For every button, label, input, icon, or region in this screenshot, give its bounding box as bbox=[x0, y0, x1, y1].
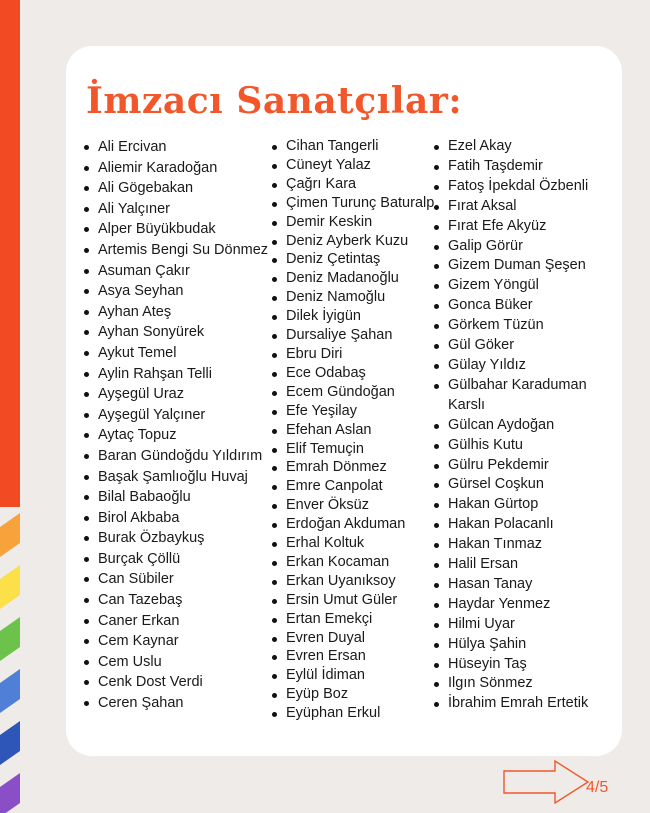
artist-name: İbrahim Emrah Ertetik bbox=[432, 694, 618, 714]
artist-name: Gizem Yöngül bbox=[432, 276, 618, 296]
artist-name: Gülhis Kutu bbox=[432, 436, 618, 456]
page-indicator: 4/5 bbox=[586, 779, 609, 796]
artist-name: Cem Kaynar bbox=[82, 631, 272, 652]
artist-name: Efehan Aslan bbox=[270, 421, 440, 440]
artist-name: Can Sübiler bbox=[82, 569, 272, 590]
artist-name: Başak Şamlıoğlu Huvaj bbox=[82, 467, 272, 488]
artist-name: Alper Büyükbudak bbox=[82, 219, 272, 240]
artist-name: Hüseyin Taş bbox=[432, 655, 618, 675]
stripe-blue-band bbox=[0, 655, 20, 727]
artist-name: Burçak Çöllü bbox=[82, 549, 272, 570]
stripe-yellow-band bbox=[0, 551, 20, 623]
artist-name: Can Tazebaş bbox=[82, 590, 272, 611]
artist-name: Ali Yalçıner bbox=[82, 199, 272, 220]
artist-name: Gülru Pekdemir bbox=[432, 456, 618, 476]
artist-name: Deniz Madanoğlu bbox=[270, 269, 440, 288]
stripe-red-band bbox=[0, 0, 20, 507]
stripe-green-band bbox=[0, 603, 20, 675]
artist-name: Gülay Yıldız bbox=[432, 356, 618, 376]
artist-name: Hülya Şahin bbox=[432, 635, 618, 655]
artist-name: Hilmi Uyar bbox=[432, 615, 618, 635]
artist-name: Hakan Polacanlı bbox=[432, 515, 618, 535]
artist-name: Ayhan Ateş bbox=[82, 302, 272, 323]
artist-name: Dursaliye Şahan bbox=[270, 326, 440, 345]
artist-name: Fatih Taşdemir bbox=[432, 157, 618, 177]
artist-name: Ezel Akay bbox=[432, 137, 618, 157]
artist-name: Evren Duyal bbox=[270, 629, 440, 648]
artist-name: Gonca Büker bbox=[432, 296, 618, 316]
artist-name: Efe Yeşilay bbox=[270, 402, 440, 421]
artist-name: Asya Seyhan bbox=[82, 281, 272, 302]
artist-name: Erhal Koltuk bbox=[270, 534, 440, 553]
artist-name: Emrah Dönmez bbox=[270, 458, 440, 477]
artist-name: Eyüp Boz bbox=[270, 685, 440, 704]
artist-name: Evren Ersan bbox=[270, 647, 440, 666]
artist-name: Hakan Gürtop bbox=[432, 495, 618, 515]
artist-name: Eylül İdiman bbox=[270, 666, 440, 685]
artist-name: Ersin Umut Güler bbox=[270, 591, 440, 610]
artist-name: Ertan Emekçi bbox=[270, 610, 440, 629]
artist-list-column-1 bbox=[82, 137, 272, 714]
artist-name: Aylin Rahşan Telli bbox=[82, 364, 272, 385]
artist-name: Erkan Kocaman bbox=[270, 553, 440, 572]
artist-name: Hakan Tınmaz bbox=[432, 535, 618, 555]
artist-name: Gizem Duman Şeşen bbox=[432, 256, 618, 276]
artist-name: Gül Göker bbox=[432, 336, 618, 356]
artist-name: Erdoğan Akduman bbox=[270, 515, 440, 534]
artist-name: Çağrı Kara bbox=[270, 175, 440, 194]
artist-name: Aykut Temel bbox=[82, 343, 272, 364]
artist-name: Deniz Ayberk Kuzu bbox=[270, 232, 440, 251]
stripe-purple-band bbox=[0, 759, 20, 813]
artist-name: Gürsel Coşkun bbox=[432, 475, 618, 495]
artist-name: Fatoş İpekdal Özbenli bbox=[432, 177, 618, 197]
artist-name: Ece Odabaş bbox=[270, 364, 440, 383]
artist-name: Cihan Tangerli bbox=[270, 137, 440, 156]
artist-list-column-3 bbox=[432, 137, 618, 714]
artist-name: Deniz Çetintaş bbox=[270, 250, 440, 269]
artist-name: Bilal Babaoğlu bbox=[82, 487, 272, 508]
page-title: İmzacı Sanatçılar: bbox=[86, 80, 463, 122]
artist-name: Hasan Tanay bbox=[432, 575, 618, 595]
artist-name: Dilek İyigün bbox=[270, 307, 440, 326]
artist-name: Halil Ersan bbox=[432, 555, 618, 575]
artist-name: Görkem Tüzün bbox=[432, 316, 618, 336]
artist-name: Cenk Dost Verdi bbox=[82, 672, 272, 693]
artist-name: Ayhan Sonyürek bbox=[82, 322, 272, 343]
artist-name: Cüneyt Yalaz bbox=[270, 156, 440, 175]
artist-name: Burak Özbaykuş bbox=[82, 528, 272, 549]
artist-name: Galip Görür bbox=[432, 237, 618, 257]
artist-name: Cem Uslu bbox=[82, 652, 272, 673]
artist-name: Ali Gögebakan bbox=[82, 178, 272, 199]
arrow-right-icon[interactable] bbox=[503, 760, 593, 804]
stripe-orange-band bbox=[0, 499, 20, 571]
artist-name: Çimen Turunç Baturalp bbox=[270, 194, 440, 213]
artist-name: Demir Keskin bbox=[270, 213, 440, 232]
artist-name: Caner Erkan bbox=[82, 611, 272, 632]
stripe-darkblue-band bbox=[0, 707, 20, 779]
artist-name: Fırat Aksal bbox=[432, 197, 618, 217]
artist-name: Deniz Namoğlu bbox=[270, 288, 440, 307]
artist-name: Gülcan Aydoğan bbox=[432, 416, 618, 436]
decorative-stripe bbox=[0, 0, 20, 813]
artist-name: Haydar Yenmez bbox=[432, 595, 618, 615]
artist-name: Ecem Gündoğan bbox=[270, 383, 440, 402]
artist-name: Enver Öksüz bbox=[270, 496, 440, 515]
artist-name: Aytaç Topuz bbox=[82, 425, 272, 446]
artist-name: Aliemir Karadoğan bbox=[82, 158, 272, 179]
artist-name: Ayşegül Yalçıner bbox=[82, 405, 272, 426]
artist-name: Ceren Şahan bbox=[82, 693, 272, 714]
artist-name: Eyüphan Erkul bbox=[270, 704, 440, 723]
artist-name: Gülbahar Karaduman Karslı bbox=[432, 376, 618, 416]
artist-list-column-2 bbox=[270, 137, 440, 723]
artist-name: Birol Akbaba bbox=[82, 508, 272, 529]
artist-name: Elif Temuçin bbox=[270, 440, 440, 459]
artist-name: Fırat Efe Akyüz bbox=[432, 217, 618, 237]
artist-name: Erkan Uyanıksoy bbox=[270, 572, 440, 591]
artist-name: Baran Gündoğdu Yıldırım bbox=[82, 446, 272, 467]
artist-name: Ilgın Sönmez bbox=[432, 674, 618, 694]
artist-name: Ayşegül Uraz bbox=[82, 384, 272, 405]
artist-name: Asuman Çakır bbox=[82, 261, 272, 282]
artist-name: Artemis Bengi Su Dönmez bbox=[82, 240, 272, 261]
artist-name: Ali Ercivan bbox=[82, 137, 272, 158]
artist-name: Emre Canpolat bbox=[270, 477, 440, 496]
artist-name: Ebru Diri bbox=[270, 345, 440, 364]
